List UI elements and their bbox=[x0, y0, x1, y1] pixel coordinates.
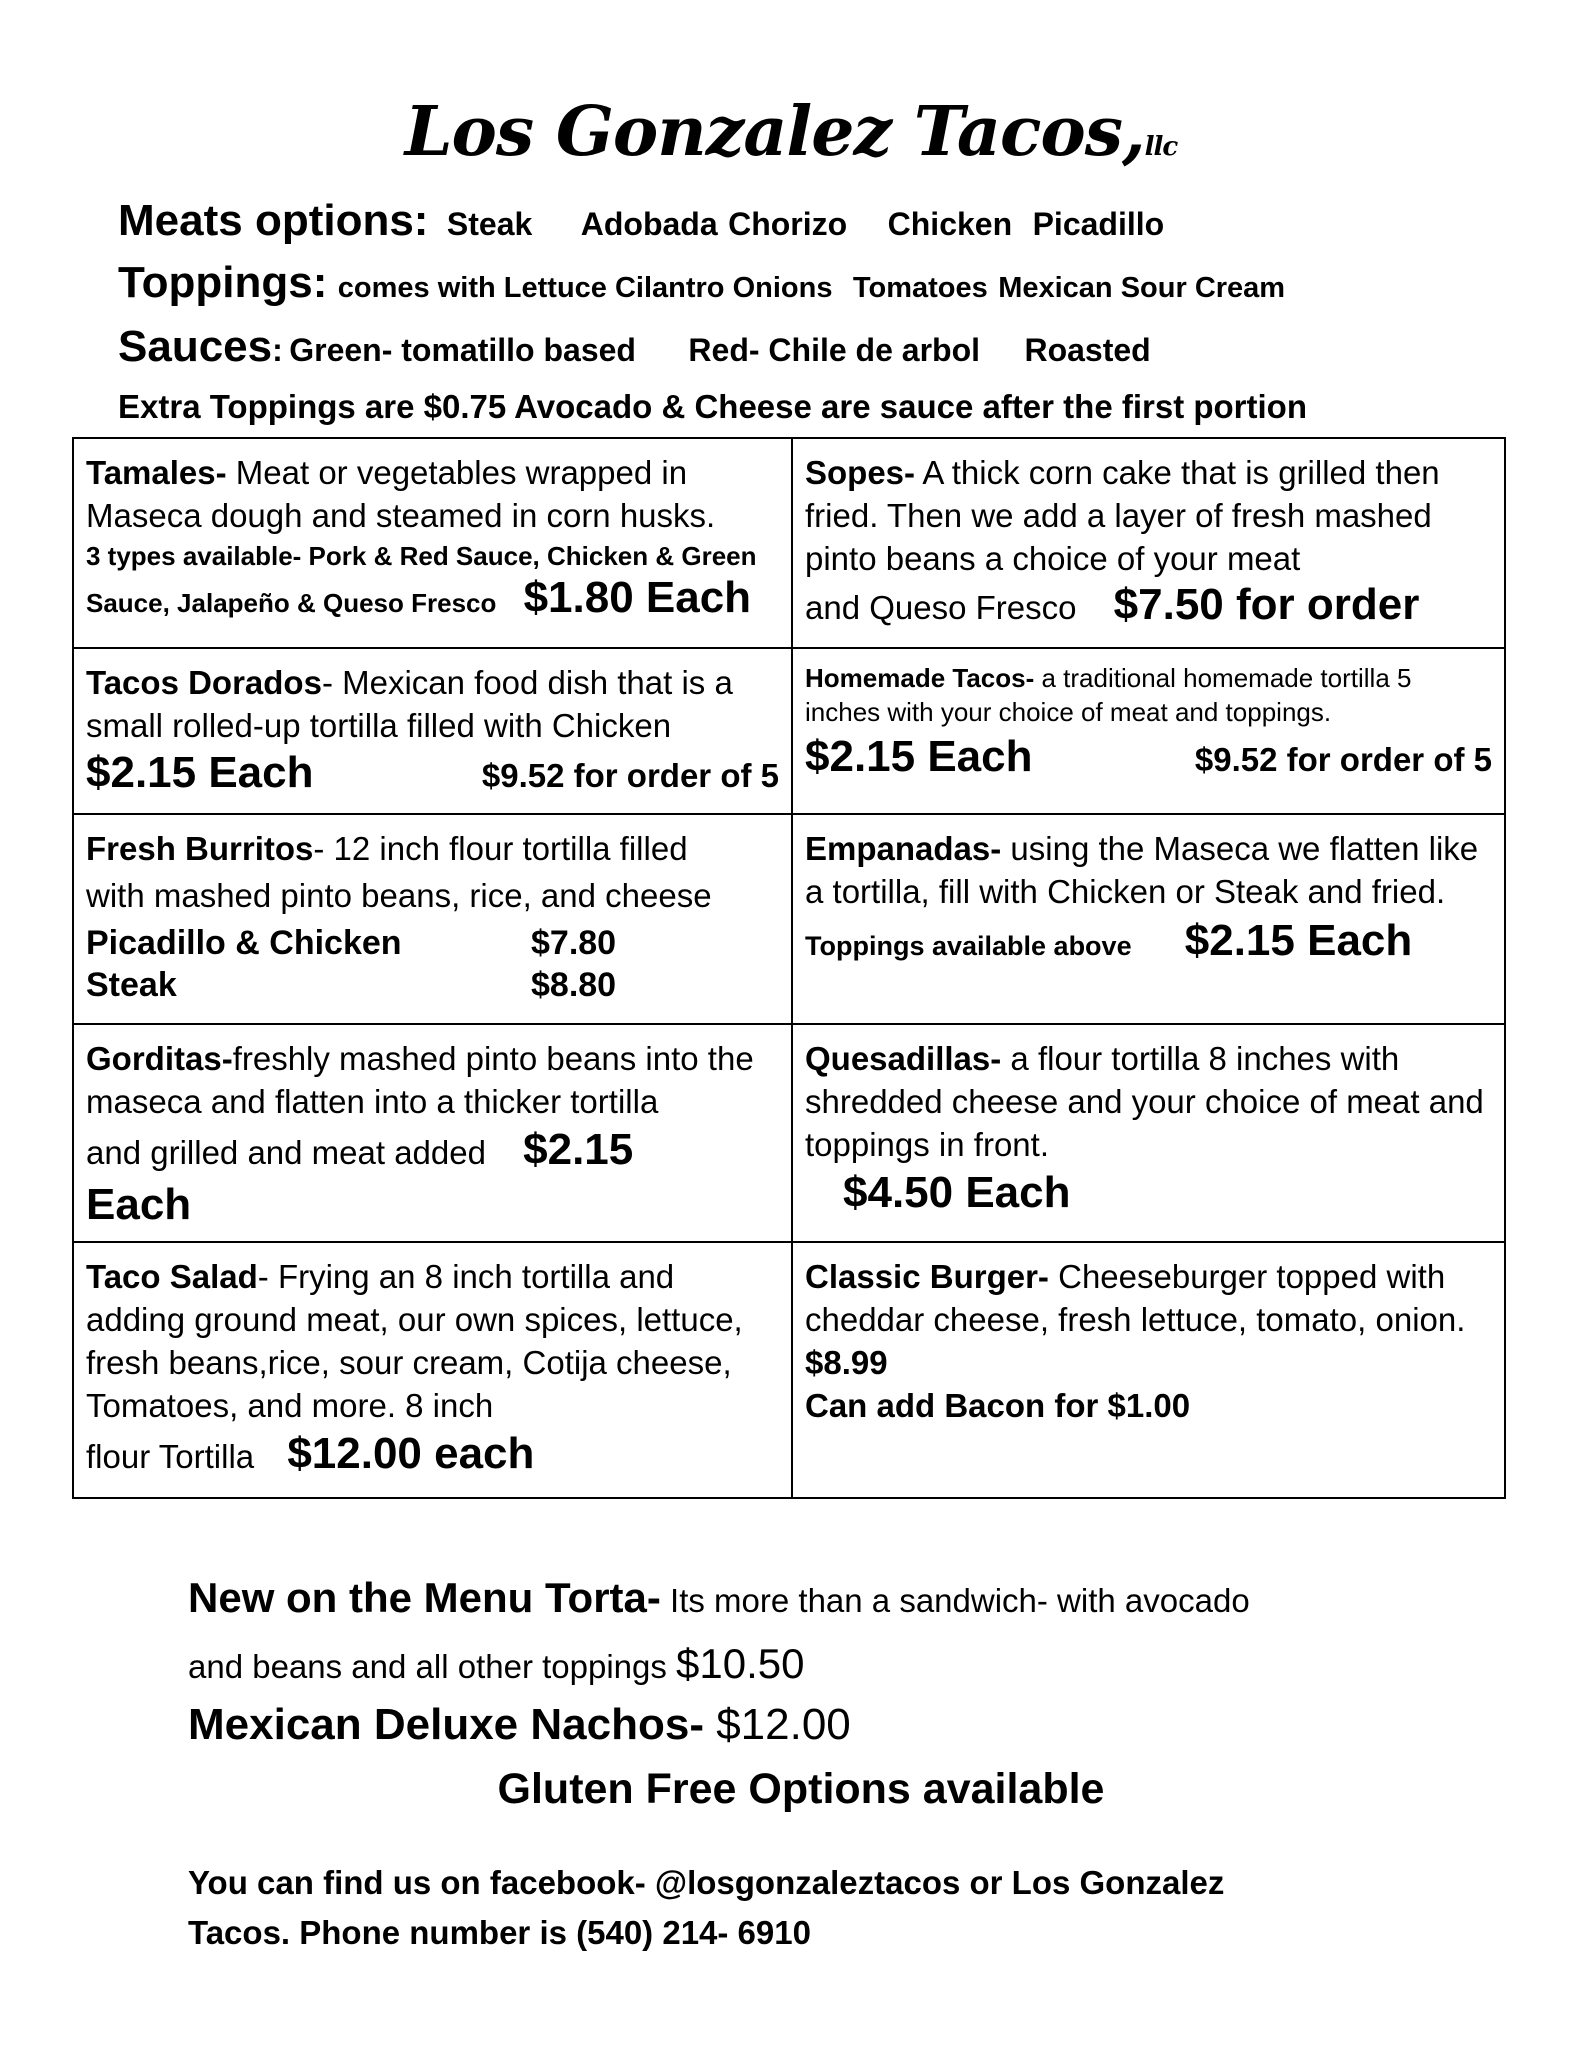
torta-line-2 bbox=[188, 1640, 805, 1688]
item-price: $7.80 bbox=[531, 924, 617, 962]
meats-options-line bbox=[118, 196, 1164, 246]
item-order-price: $9.52 for order of 5 bbox=[1194, 741, 1492, 778]
title-text: Los Gonzalez Tacos, bbox=[404, 92, 1145, 172]
torta-desc: and beans and all other toppings bbox=[188, 1648, 677, 1685]
meat-option: Chicken bbox=[887, 206, 1013, 242]
item-price: $1.80 Each bbox=[523, 573, 752, 622]
menu-item-tamales bbox=[73, 438, 792, 648]
item-name: Sopes- bbox=[805, 454, 916, 491]
title-llc: llc bbox=[1144, 132, 1178, 162]
toppings-text: comes with Lettuce Cilantro Onions bbox=[337, 272, 833, 304]
menu-item-classic-burger bbox=[792, 1242, 1505, 1498]
item-name: Fresh Burritos bbox=[86, 830, 314, 867]
item-price: $2.15 bbox=[523, 1125, 634, 1174]
torta-price: $10.50 bbox=[676, 1640, 805, 1687]
item-desc: a traditional homemade tortilla 5 inches with your choice of meat and toppings. bbox=[805, 663, 1412, 727]
item-name: Empanadas- bbox=[805, 830, 1002, 867]
menu-row bbox=[73, 648, 1505, 814]
item-price: $7.50 for order bbox=[1113, 580, 1420, 629]
contact-info bbox=[188, 1858, 1224, 1958]
item-price: $4.50 Each bbox=[843, 1168, 1071, 1217]
menu-item-quesadillas bbox=[792, 1024, 1505, 1242]
toppings-label: Toppings: bbox=[118, 258, 328, 307]
contact-line: You can find us on facebook- @losgonzaleztacos or Los Gonzalez bbox=[188, 1864, 1225, 1901]
item-desc: and Queso Fresco bbox=[805, 589, 1077, 626]
burrito-price-row bbox=[86, 922, 779, 964]
item-addon: Can add Bacon for $1.00 bbox=[805, 1387, 1191, 1424]
sauces-colon: : bbox=[272, 332, 283, 368]
meat-option: Steak bbox=[446, 206, 533, 242]
item-desc: and grilled and meat added bbox=[86, 1134, 486, 1171]
item-desc: a flour tortilla 8 inches with shredded cheese and your choice of meat and toppings in front. bbox=[805, 1040, 1484, 1163]
item-name: Classic Burger- bbox=[805, 1258, 1049, 1295]
menu-item-gorditas bbox=[73, 1024, 792, 1242]
menu-grid bbox=[72, 437, 1506, 1499]
item-desc: freshly mashed pinto beans into the maseca and flatten into a thicker tortilla bbox=[86, 1040, 754, 1120]
item-price: $2.15 Each bbox=[805, 732, 1033, 781]
sauces-label: Sauces bbox=[118, 322, 273, 371]
item-order-price: $9.52 for order of 5 bbox=[481, 757, 779, 794]
meats-label: Meats options: bbox=[118, 196, 429, 245]
menu-item-empanadas bbox=[792, 814, 1505, 1024]
menu-row bbox=[73, 1242, 1505, 1498]
meat-option: Picadillo bbox=[1032, 206, 1165, 242]
item-note: Sauce, Jalapeño & Queso Fresco bbox=[86, 588, 497, 618]
torta-heading: New on the Menu Torta- bbox=[188, 1574, 661, 1621]
menu-item-burritos bbox=[73, 814, 792, 1024]
item-note: 3 types available- Pork & Red Sauce, Chicken & Green bbox=[86, 541, 757, 571]
item-price-unit: Each bbox=[86, 1180, 192, 1229]
item-desc: Meat or vegetables wrapped in Maseca dough and steamed in corn husks. bbox=[86, 454, 716, 534]
sauce-option: Roasted bbox=[1024, 332, 1151, 368]
menu-item-taco-salad bbox=[73, 1242, 792, 1498]
extra-toppings-line: Extra Toppings are $0.75 Avocado & Cheese are sauce after the first portion bbox=[118, 388, 1307, 425]
item-price: $2.15 Each bbox=[86, 748, 314, 797]
nachos-heading: Mexican Deluxe Nachos- bbox=[188, 1700, 704, 1749]
item-price: $2.15 Each bbox=[1184, 916, 1413, 965]
gluten-free-note: Gluten Free Options available bbox=[497, 1765, 1105, 1813]
toppings-text: Tomatoes bbox=[852, 272, 988, 304]
item-price: $8.80 bbox=[531, 966, 617, 1004]
sauce-option: Green- tomatillo based bbox=[289, 332, 636, 368]
toppings-line bbox=[118, 258, 1285, 308]
sauce-option: Red- Chile de arbol bbox=[688, 332, 980, 368]
torta-desc: Its more than a sandwich- with avocado bbox=[660, 1582, 1250, 1619]
nachos-price: $12.00 bbox=[703, 1700, 851, 1749]
item-name: Homemade Tacos- bbox=[805, 663, 1035, 693]
item-name: Gorditas- bbox=[86, 1040, 233, 1077]
menu-item-tacos-dorados bbox=[73, 648, 792, 814]
menu-item-sopes bbox=[792, 438, 1505, 648]
item-variant: Steak bbox=[86, 966, 177, 1004]
item-desc-block bbox=[86, 827, 779, 870]
item-desc: - 12 inch flour tortilla filled bbox=[313, 830, 688, 867]
item-desc-block bbox=[805, 661, 1492, 729]
restaurant-title bbox=[0, 92, 1582, 172]
item-desc: flour Tortilla bbox=[86, 1438, 255, 1475]
torta-line bbox=[188, 1574, 1250, 1622]
meat-option: Chorizo bbox=[728, 206, 848, 242]
burrito-price-row bbox=[86, 964, 779, 1006]
item-name: Quesadillas- bbox=[805, 1040, 1002, 1077]
item-name: Tacos Dorados bbox=[86, 664, 322, 701]
item-price: $8.99 bbox=[805, 1344, 888, 1381]
item-variant: Picadillo & Chicken bbox=[86, 924, 402, 962]
item-price-line bbox=[86, 573, 779, 626]
item-price: $12.00 each bbox=[287, 1429, 535, 1478]
menu-row bbox=[73, 438, 1505, 648]
meat-option: Adobada bbox=[580, 206, 718, 242]
item-note: Toppings available above bbox=[805, 931, 1132, 961]
item-price-line bbox=[805, 729, 1492, 788]
item-desc: - Mexican food dish that is a small rolled-up tortilla filled with Chicken bbox=[86, 664, 733, 744]
menu-row bbox=[73, 1024, 1505, 1242]
item-desc: with mashed pinto beans, rice, and cheese bbox=[86, 877, 712, 914]
item-desc: using the Maseca we flatten like a tortilla, fill with Chicken or Steak and fried. bbox=[805, 830, 1479, 910]
item-desc: A thick corn cake that is grilled then fried. Then we add a layer of fresh mashed pinto beans a choice of your meat bbox=[805, 454, 1440, 577]
contact-line: Tacos. Phone number is (540) 214- 6910 bbox=[188, 1914, 811, 1951]
menu-item-homemade-tacos bbox=[792, 648, 1505, 814]
item-price-line bbox=[86, 1427, 779, 1484]
item-name: Taco Salad bbox=[86, 1258, 258, 1295]
nachos-line bbox=[188, 1700, 851, 1750]
item-desc: Cheeseburger topped with cheddar cheese, fresh lettuce, tomato, onion. bbox=[805, 1258, 1466, 1338]
item-price-line bbox=[805, 913, 1492, 972]
sauces-line bbox=[118, 322, 1151, 372]
item-price-line bbox=[86, 747, 779, 802]
item-price-line bbox=[86, 1123, 779, 1180]
item-desc: - Frying an 8 inch tortilla and adding ground meat, our own spices, lettuce, fresh beans,rice, sour cream, Cotija cheese, Tomatoes, and more. 8 inch bbox=[86, 1258, 743, 1424]
toppings-text: Mexican Sour Cream bbox=[998, 272, 1286, 304]
item-price-line bbox=[805, 580, 1492, 633]
item-name: Tamales- bbox=[86, 454, 227, 491]
menu-row bbox=[73, 814, 1505, 1024]
